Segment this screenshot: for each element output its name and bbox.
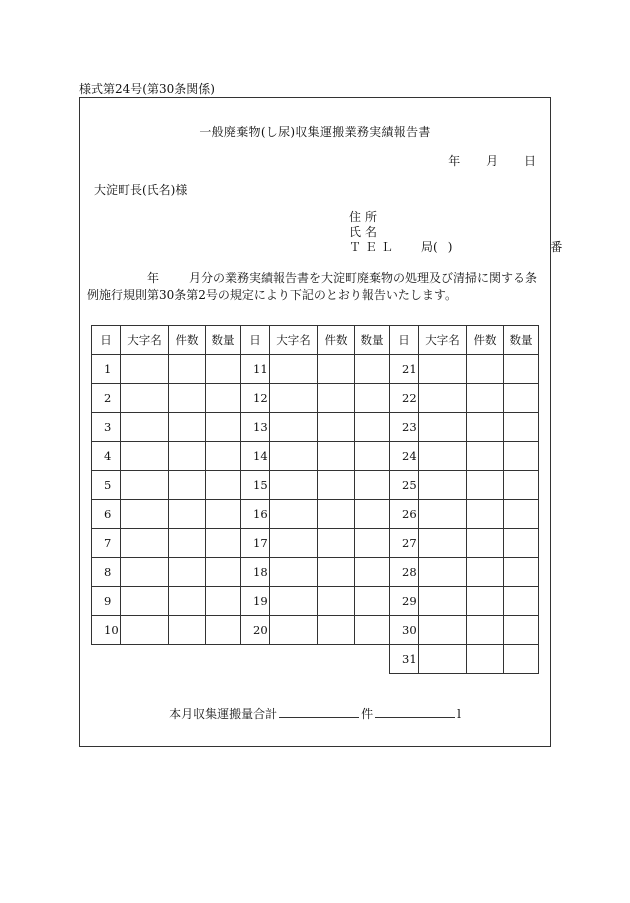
day-cell: 5 bbox=[92, 471, 121, 500]
volume-cell[interactable] bbox=[355, 616, 390, 645]
volume-cell[interactable] bbox=[206, 558, 241, 587]
count-cell[interactable] bbox=[467, 442, 504, 471]
district-name-cell[interactable] bbox=[419, 500, 467, 529]
empty-cell bbox=[92, 645, 121, 674]
day-cell: 24 bbox=[390, 442, 419, 471]
count-cell[interactable] bbox=[169, 587, 206, 616]
volume-cell[interactable] bbox=[355, 442, 390, 471]
count-cell[interactable] bbox=[318, 471, 355, 500]
header-cell: 数量 bbox=[355, 326, 390, 355]
count-unit: 件 bbox=[361, 707, 374, 721]
district-name-cell[interactable] bbox=[270, 500, 318, 529]
day-cell: 28 bbox=[390, 558, 419, 587]
district-name-cell[interactable] bbox=[121, 413, 169, 442]
district-name-cell[interactable] bbox=[121, 471, 169, 500]
count-cell[interactable] bbox=[467, 616, 504, 645]
day-cell: 3 bbox=[92, 413, 121, 442]
district-name-cell[interactable] bbox=[270, 442, 318, 471]
form-number: 様式第24号(第30条関係) bbox=[79, 82, 215, 96]
day-cell: 1 bbox=[92, 355, 121, 384]
report-statement bbox=[87, 270, 543, 304]
district-name-cell[interactable] bbox=[419, 558, 467, 587]
tel-close-paren: ) bbox=[447, 240, 453, 254]
volume-cell[interactable] bbox=[206, 442, 241, 471]
district-name-cell[interactable] bbox=[121, 616, 169, 645]
count-cell[interactable] bbox=[318, 529, 355, 558]
count-cell[interactable] bbox=[169, 558, 206, 587]
district-name-cell[interactable] bbox=[270, 616, 318, 645]
day-cell: 25 bbox=[390, 471, 419, 500]
count-cell[interactable] bbox=[467, 384, 504, 413]
count-cell[interactable] bbox=[318, 500, 355, 529]
count-blank bbox=[279, 705, 359, 718]
header-cell: 日 bbox=[390, 326, 419, 355]
count-cell[interactable] bbox=[169, 384, 206, 413]
district-name-cell[interactable] bbox=[121, 587, 169, 616]
day-cell: 22 bbox=[390, 384, 419, 413]
count-cell[interactable] bbox=[318, 384, 355, 413]
volume-cell[interactable] bbox=[355, 471, 390, 500]
district-name-cell[interactable] bbox=[419, 355, 467, 384]
volume-cell[interactable] bbox=[355, 587, 390, 616]
day-cell: 10 bbox=[92, 616, 121, 645]
district-name-cell[interactable] bbox=[121, 384, 169, 413]
day-cell: 12 bbox=[241, 384, 270, 413]
header-cell: 数量 bbox=[504, 326, 539, 355]
header-cell: 件数 bbox=[318, 326, 355, 355]
volume-cell[interactable] bbox=[504, 645, 539, 674]
volume-cell[interactable] bbox=[355, 355, 390, 384]
volume-cell[interactable] bbox=[504, 529, 539, 558]
count-cell[interactable] bbox=[169, 471, 206, 500]
day-cell: 6 bbox=[92, 500, 121, 529]
day-cell: 15 bbox=[241, 471, 270, 500]
count-cell[interactable] bbox=[169, 442, 206, 471]
volume-blank bbox=[375, 705, 455, 718]
count-cell[interactable] bbox=[467, 355, 504, 384]
empty-cell bbox=[241, 645, 270, 674]
header-cell: 日 bbox=[241, 326, 270, 355]
table-row bbox=[92, 500, 539, 529]
district-name-cell[interactable] bbox=[270, 587, 318, 616]
count-cell[interactable] bbox=[169, 413, 206, 442]
volume-cell[interactable] bbox=[504, 500, 539, 529]
tel-exchange-label: 局( bbox=[421, 240, 438, 254]
table-row bbox=[92, 529, 539, 558]
count-cell[interactable] bbox=[318, 413, 355, 442]
volume-cell[interactable] bbox=[504, 442, 539, 471]
district-name-cell[interactable] bbox=[270, 384, 318, 413]
day-cell: 27 bbox=[390, 529, 419, 558]
count-cell[interactable] bbox=[318, 355, 355, 384]
address-label: 住所 bbox=[349, 210, 382, 224]
district-name-cell[interactable] bbox=[419, 384, 467, 413]
volume-cell[interactable] bbox=[504, 616, 539, 645]
day-cell: 23 bbox=[390, 413, 419, 442]
day-cell: 21 bbox=[390, 355, 419, 384]
sender-block bbox=[349, 210, 562, 255]
date-month-label: 月 bbox=[486, 154, 499, 168]
table-row bbox=[92, 384, 539, 413]
volume-cell[interactable] bbox=[504, 471, 539, 500]
table-row bbox=[92, 413, 539, 442]
day-cell: 8 bbox=[92, 558, 121, 587]
district-name-cell[interactable] bbox=[419, 587, 467, 616]
statement-text: 月分の業務実績報告書を大淀町廃棄物の処理及び清掃に関する条例施行規則第30条第2号の規定により下記のとおり報告いたします。 bbox=[87, 271, 538, 302]
district-name-cell[interactable] bbox=[121, 355, 169, 384]
day-cell: 2 bbox=[92, 384, 121, 413]
district-name-cell[interactable] bbox=[121, 529, 169, 558]
count-cell[interactable] bbox=[318, 587, 355, 616]
day-cell: 18 bbox=[241, 558, 270, 587]
volume-cell[interactable] bbox=[355, 529, 390, 558]
empty-cell bbox=[169, 645, 206, 674]
header-row bbox=[92, 326, 539, 355]
volume-cell[interactable] bbox=[504, 413, 539, 442]
monthly-total-label: 本月収集運搬量合計 bbox=[169, 707, 278, 721]
addressee: 大淀町長(氏名)様 bbox=[94, 183, 188, 197]
count-cell[interactable] bbox=[467, 500, 504, 529]
count-cell[interactable] bbox=[169, 500, 206, 529]
district-name-cell[interactable] bbox=[270, 413, 318, 442]
statement-year: 年 bbox=[147, 271, 160, 285]
volume-cell[interactable] bbox=[504, 355, 539, 384]
district-name-cell[interactable] bbox=[270, 529, 318, 558]
day-cell: 17 bbox=[241, 529, 270, 558]
tel-label: ＴＥＬ bbox=[349, 240, 398, 254]
count-cell[interactable] bbox=[169, 616, 206, 645]
table-row bbox=[92, 645, 539, 674]
day-cell: 14 bbox=[241, 442, 270, 471]
volume-unit: l bbox=[457, 707, 461, 721]
district-name-cell[interactable] bbox=[419, 529, 467, 558]
volume-cell[interactable] bbox=[504, 384, 539, 413]
table-row bbox=[92, 587, 539, 616]
count-cell[interactable] bbox=[318, 442, 355, 471]
table-row bbox=[92, 616, 539, 645]
header-cell: 大字名 bbox=[121, 326, 169, 355]
day-cell: 11 bbox=[241, 355, 270, 384]
count-cell[interactable] bbox=[467, 645, 504, 674]
count-cell[interactable] bbox=[318, 616, 355, 645]
count-cell[interactable] bbox=[169, 355, 206, 384]
table-row bbox=[92, 558, 539, 587]
volume-cell[interactable] bbox=[206, 355, 241, 384]
district-name-cell[interactable] bbox=[270, 355, 318, 384]
date-day-label: 日 bbox=[523, 154, 536, 168]
district-name-cell[interactable] bbox=[121, 558, 169, 587]
table-row bbox=[92, 355, 539, 384]
count-cell[interactable] bbox=[467, 413, 504, 442]
volume-cell[interactable] bbox=[206, 384, 241, 413]
count-cell[interactable] bbox=[467, 529, 504, 558]
volume-cell[interactable] bbox=[206, 413, 241, 442]
district-name-cell[interactable] bbox=[270, 471, 318, 500]
day-cell: 16 bbox=[241, 500, 270, 529]
table-row bbox=[92, 442, 539, 471]
empty-cell bbox=[270, 645, 318, 674]
district-name-cell[interactable] bbox=[121, 500, 169, 529]
header-cell: 大字名 bbox=[270, 326, 318, 355]
empty-cell bbox=[121, 645, 169, 674]
empty-cell bbox=[318, 645, 355, 674]
header-cell: 大字名 bbox=[419, 326, 467, 355]
count-cell[interactable] bbox=[169, 529, 206, 558]
name-label: 氏名 bbox=[349, 225, 382, 239]
district-name-cell[interactable] bbox=[121, 442, 169, 471]
day-cell: 26 bbox=[390, 500, 419, 529]
day-cell: 13 bbox=[241, 413, 270, 442]
district-name-cell[interactable] bbox=[419, 645, 467, 674]
district-name-cell[interactable] bbox=[270, 558, 318, 587]
count-cell[interactable] bbox=[467, 587, 504, 616]
volume-cell[interactable] bbox=[355, 558, 390, 587]
count-cell[interactable] bbox=[318, 558, 355, 587]
volume-cell[interactable] bbox=[355, 500, 390, 529]
day-cell: 31 bbox=[390, 645, 419, 674]
monthly-total bbox=[80, 705, 550, 722]
volume-cell[interactable] bbox=[206, 587, 241, 616]
report-date bbox=[448, 152, 536, 169]
volume-cell[interactable] bbox=[355, 384, 390, 413]
district-name-cell[interactable] bbox=[419, 616, 467, 645]
district-name-cell[interactable] bbox=[419, 413, 467, 442]
count-cell[interactable] bbox=[467, 558, 504, 587]
day-cell: 9 bbox=[92, 587, 121, 616]
day-cell: 19 bbox=[241, 587, 270, 616]
day-cell: 7 bbox=[92, 529, 121, 558]
count-cell[interactable] bbox=[467, 471, 504, 500]
date-year-label: 年 bbox=[448, 154, 461, 168]
volume-cell[interactable] bbox=[206, 616, 241, 645]
table-row bbox=[92, 471, 539, 500]
header-cell: 数量 bbox=[206, 326, 241, 355]
district-name-cell[interactable] bbox=[419, 442, 467, 471]
day-cell: 29 bbox=[390, 587, 419, 616]
daily-records-table bbox=[91, 325, 539, 674]
day-cell: 4 bbox=[92, 442, 121, 471]
header-cell: 日 bbox=[92, 326, 121, 355]
tel-number-suffix: 番 bbox=[550, 240, 563, 254]
volume-cell[interactable] bbox=[206, 471, 241, 500]
header-cell: 件数 bbox=[169, 326, 206, 355]
volume-cell[interactable] bbox=[206, 529, 241, 558]
district-name-cell[interactable] bbox=[419, 471, 467, 500]
empty-cell bbox=[206, 645, 241, 674]
volume-cell[interactable] bbox=[206, 500, 241, 529]
volume-cell[interactable] bbox=[504, 558, 539, 587]
report-form bbox=[79, 97, 563, 747]
form-title: 一般廃棄物(し尿)収集運搬業務実績報告書 bbox=[199, 125, 431, 139]
day-cell: 20 bbox=[241, 616, 270, 645]
volume-cell[interactable] bbox=[504, 587, 539, 616]
day-cell: 30 bbox=[390, 616, 419, 645]
volume-cell[interactable] bbox=[355, 413, 390, 442]
empty-cell bbox=[355, 645, 390, 674]
header-cell: 件数 bbox=[467, 326, 504, 355]
